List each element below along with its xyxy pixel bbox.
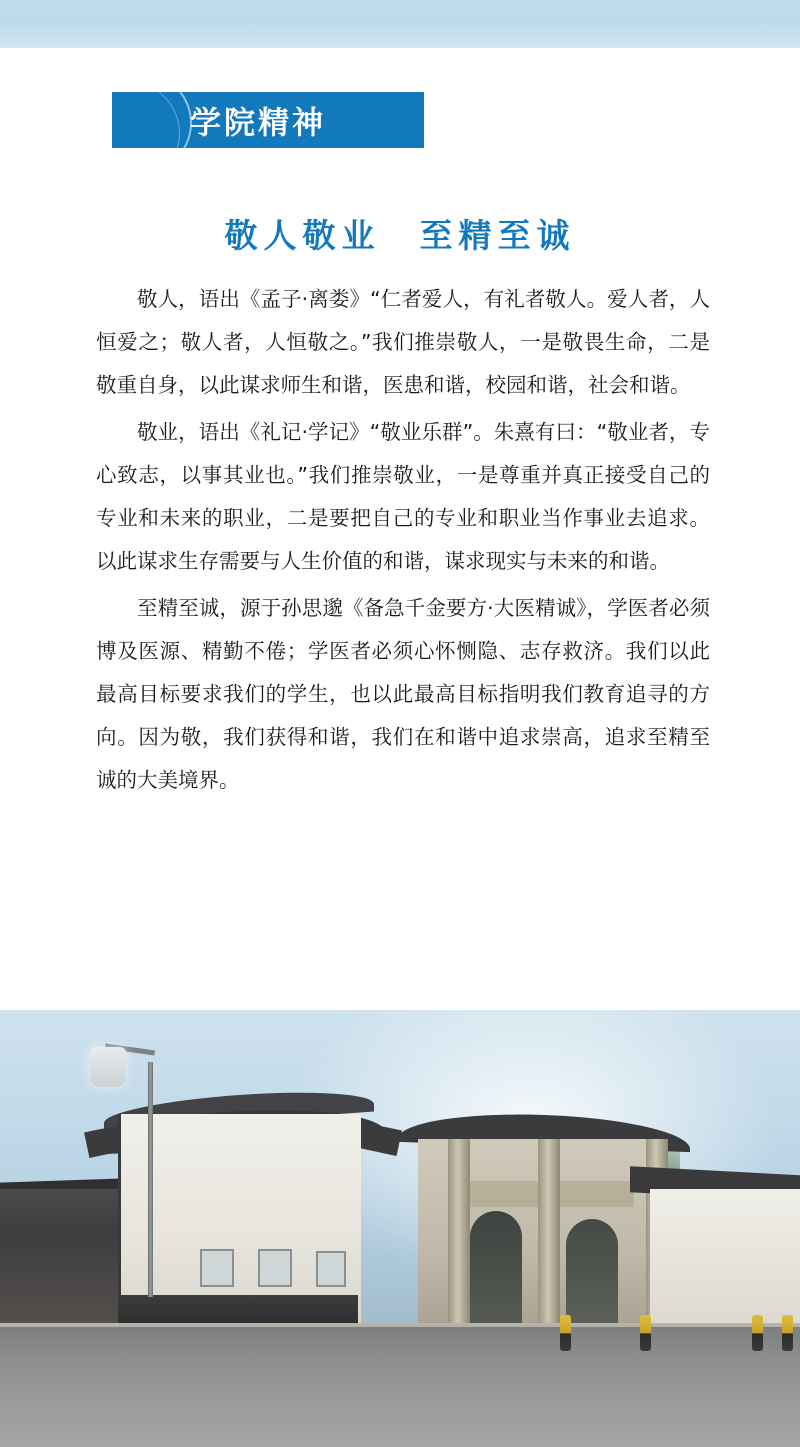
photo-hall-window-2 [258, 1249, 292, 1287]
photo-gate-opening-right [566, 1219, 618, 1329]
photo-ground [0, 1327, 800, 1447]
photo-bollard-3 [752, 1315, 763, 1351]
top-sky-band [0, 0, 800, 48]
photo-gate-pillar-mid [538, 1139, 560, 1329]
paragraph-1: 敬人，语出《孟子·离娄》“仁者爱人，有礼者敬人。爱人者，人恒爱之；敬人者，人恒敬之。”我们推崇敬人，一是敬畏生命，二是敬重自身，以此谋求师生和谐，医患和谐，校园和谐，社会和谐。 [96, 287, 710, 397]
page-title: 学院精神 [190, 105, 326, 141]
section-header [112, 92, 424, 148]
motto-text: 敬人敬业 至精至诚 [224, 216, 576, 255]
body-content [96, 278, 710, 806]
photo-gate-pillar-left [448, 1139, 470, 1329]
street-lamp-icon [90, 1047, 126, 1087]
photo-bollard-1 [560, 1315, 571, 1351]
photo-bollard-2 [640, 1315, 651, 1351]
campus-gate-photo [0, 1010, 800, 1447]
photo-gate-opening-left [470, 1211, 522, 1329]
photo-bollard-4 [782, 1315, 793, 1351]
photo-hall-window-1 [200, 1249, 234, 1287]
paragraph-3: 至精至诚，源于孙思邈《备急千金要方·大医精诚》，学医者必须博及医源、精勤不倦；学医者必须心怀恻隐、志存救济。我们以此最高目标要求我们的学生，也以此最高目标指明我们教育追寻的方向。因为敬，我们获得和谐，我们在和谐中追求崇高，追求至精至诚的大美境界。 [96, 596, 710, 792]
photo-hall-window-3 [316, 1251, 346, 1287]
paragraph-2: 敬业，语出《礼记·学记》“敬业乐群”。朱熹有曰：“敬业者，专心致志，以事其业也。”我们推崇敬业，一是尊重并真正接受自己的专业和未来的职业，二是要把自己的专业和职业当作事业去追求。以此谋求生存需要与人生价值的和谐，谋求现实与未来的和谐。 [96, 420, 710, 573]
photo-lamp-post [148, 1062, 153, 1297]
photo-right-building [650, 1189, 800, 1329]
